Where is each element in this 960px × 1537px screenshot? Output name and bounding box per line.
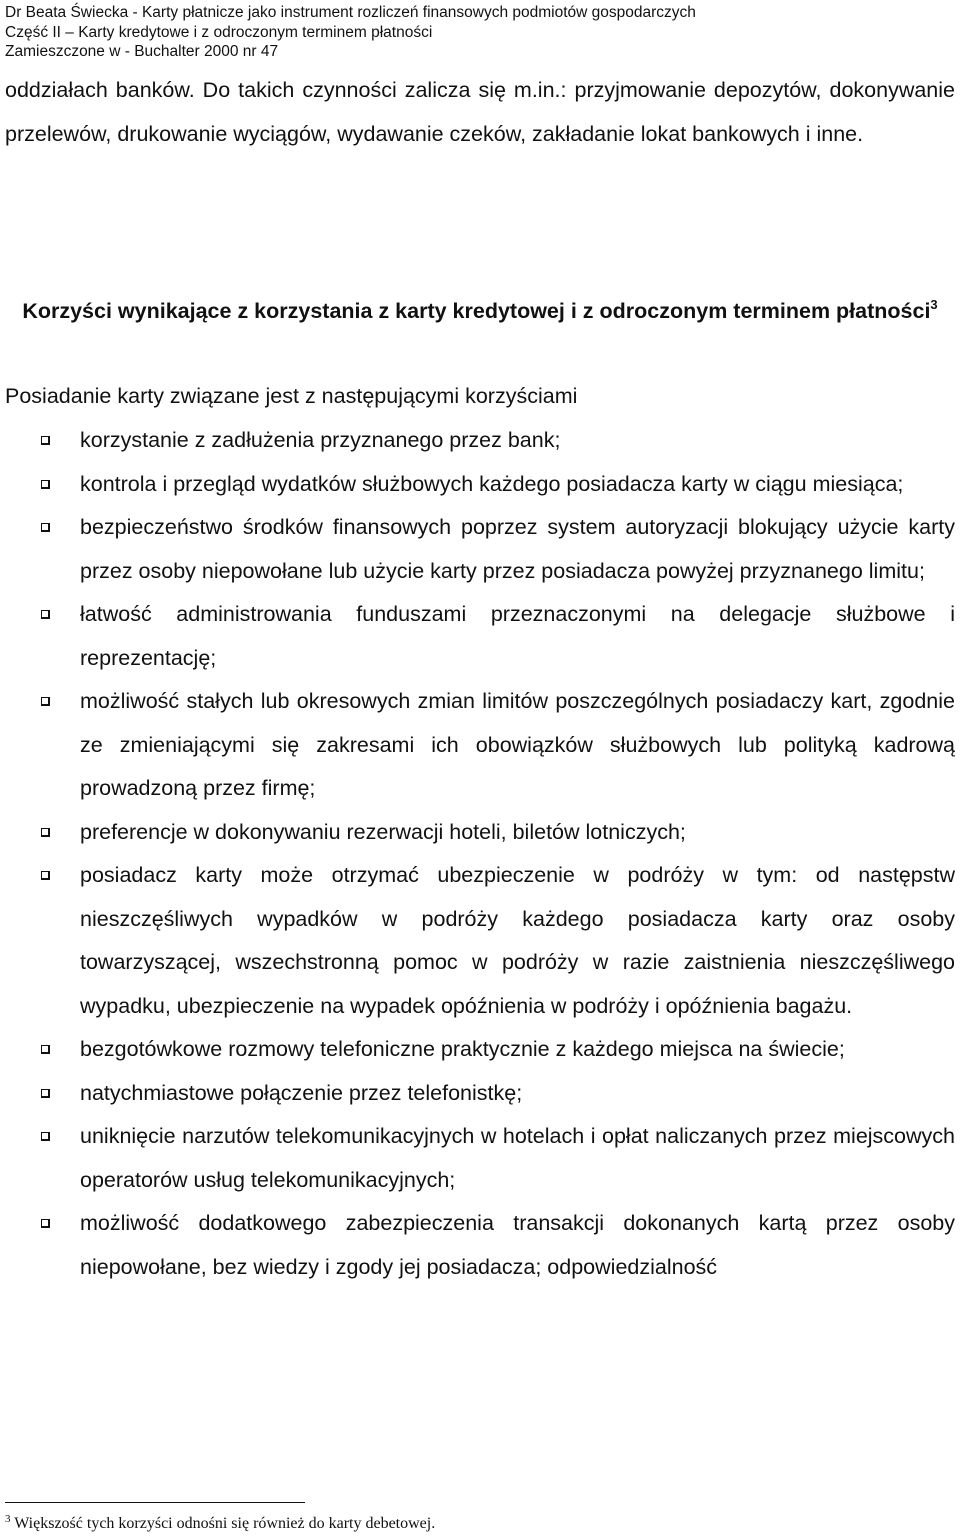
list-item bbox=[0, 1028, 955, 1072]
list-item-text: możliwość stałych lub okresowych zmian limitów poszczególnych posiadaczy kart, zgodnie ze zmieniającymi się zakresami ich obowiązków służbowych lub polityką kadrową prowadzoną przez firmę; bbox=[80, 689, 955, 800]
section-heading bbox=[0, 290, 960, 334]
footnote-reference: 3 bbox=[930, 297, 938, 312]
square-box-icon bbox=[41, 1045, 50, 1054]
list-item-text: korzystanie z zadłużenia przyznanego przez bank; bbox=[80, 428, 561, 452]
list-item bbox=[0, 593, 955, 680]
footnote-text: Większość tych korzyści odnośni się również do karty debetowej. bbox=[10, 1515, 436, 1532]
footnote-number: 3 bbox=[5, 1513, 11, 1525]
footnote bbox=[5, 1512, 435, 1536]
square-box-icon bbox=[41, 480, 50, 489]
square-box-icon bbox=[41, 523, 50, 532]
list-item bbox=[0, 811, 955, 855]
square-box-icon bbox=[41, 871, 50, 880]
running-header bbox=[5, 3, 696, 62]
footnote-separator bbox=[5, 1502, 305, 1503]
list-item-text: bezpieczeństwo środków finansowych poprzez system autoryzacji blokujący użycie karty przez osoby niepowołane lub użycie karty przez posiadacza powyżej przyznanego limitu; bbox=[80, 515, 955, 583]
list-item bbox=[0, 1202, 955, 1289]
list-item-text: możliwość dodatkowego zabezpieczenia transakcji dokonanych kartą przez osoby niepowołane, bez wiedzy i zgody jej posiadacza; odpowiedzialność bbox=[80, 1211, 955, 1279]
list-item bbox=[0, 1072, 955, 1116]
square-box-icon bbox=[41, 1219, 50, 1228]
list-item-text: łatwość administrowania funduszami przeznaczonymi na delegacje służbowe i reprezentację; bbox=[80, 602, 955, 670]
square-box-icon bbox=[41, 436, 50, 445]
header-part-title: Część II – Karty kredytowe i z odroczonym terminem płatności bbox=[5, 23, 433, 41]
section-lead-text: Posiadanie karty związane jest z następującymi korzyściami bbox=[5, 384, 578, 408]
list-item bbox=[0, 680, 955, 811]
section-heading-text: Korzyści wynikające z korzystania z karty kredytowej i z odroczonym terminem płatności bbox=[22, 299, 931, 323]
square-box-icon bbox=[41, 1132, 50, 1141]
square-box-icon bbox=[41, 1089, 50, 1098]
list-item bbox=[0, 506, 955, 593]
list-item bbox=[0, 854, 955, 1028]
list-item-text: preferencje w dokonywaniu rezerwacji hoteli, biletów lotniczych; bbox=[80, 819, 686, 844]
list-item bbox=[0, 419, 955, 463]
list-item bbox=[0, 1115, 955, 1202]
list-item-text: kontrola i przegląd wydatków służbowych każdego posiadacza karty w ciągu miesiąca; bbox=[80, 471, 904, 496]
list-item-text: posiadacz karty może otrzymać ubezpieczenie w podróży w tym: od następstw nieszczęśliwych wypadków w podróży każdego posiadacza karty oraz osoby towarzyszącej, wszechstronną pomoc w podróży w razie zaistnienia nieszczęśliwego wypadku, ubezpieczenie na wypadek opóźnienia w podróży i opóźnienia bagażu. bbox=[80, 863, 955, 1018]
intro-paragraph: oddziałach banków. Do takich czynności zalicza się m.in.: przyjmowanie depozytów, dokonywanie przelewów, drukowanie wyciągów, wydawanie czeków, zakładanie lokat bankowych i inne. bbox=[5, 78, 955, 146]
square-box-icon bbox=[41, 610, 50, 619]
square-box-icon bbox=[41, 828, 50, 837]
benefits-list bbox=[0, 419, 960, 1289]
header-source: Zamieszczone w - Buchalter 2000 nr 47 bbox=[5, 43, 279, 60]
list-item-text: uniknięcie narzutów telekomunikacyjnych w hotelach i opłat naliczanych przez miejscowych operatorów usług telekomunikacyjnych; bbox=[80, 1124, 955, 1192]
list-item-text: natychmiastowe połączenie przez telefonistkę; bbox=[80, 1080, 523, 1105]
header-author-title: Dr Beata Świecka - Karty płatnicze jako instrument rozliczeń finansowych podmiotów gospodarczych bbox=[5, 4, 696, 21]
list-item bbox=[0, 463, 955, 507]
list-item-text: bezgotówkowe rozmowy telefoniczne praktycznie z każdego miejsca na świecie; bbox=[80, 1037, 845, 1061]
square-box-icon bbox=[41, 697, 50, 706]
